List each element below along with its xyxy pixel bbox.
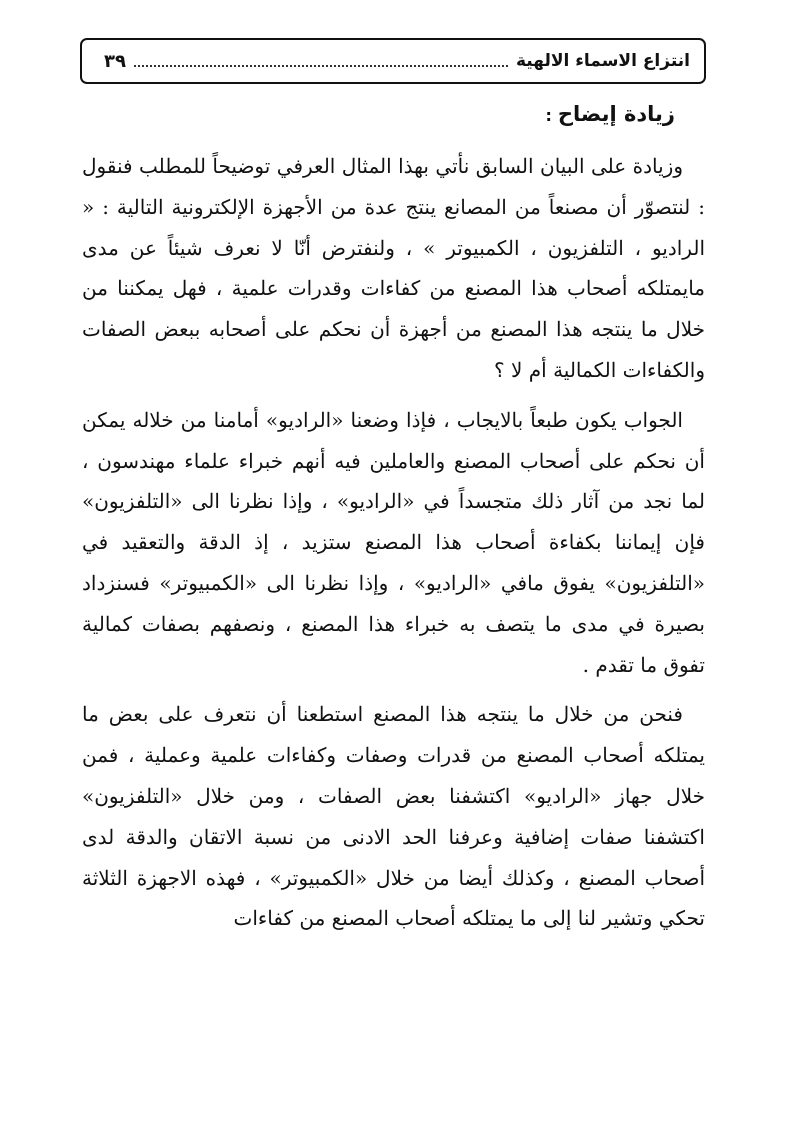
paragraph-3: فنحن من خلال ما ينتجه هذا المصنع استطعنا أن نتعرف على بعض ما يمتلكه أصحاب المصنع من قدرات وصفات وكفاءات علمية وعملية ، فمن خلال جهاز «الراديو» اكتشفنا بعض الصفات ، ومن خلال «التلفزيون» اكتشفنا صفات إضافية وعرفنا الحد الادنى من نسبة الاتقان والدقة لدى أصحاب المصنع ، وكذلك أيضا من خلال «الكمبيوتر» ، فهذه الاجهزة الثلاثة تحكي وتشير لنا إلى ما يمتلكه أصحاب المصنع من كفاءات <box>82 702 705 931</box>
paragraph-2: الجواب يكون طبعاً بالايجاب ، فإذا وضعنا «الراديو» أمامنا من خلاله يمكن أن نحكم على أصحاب المصنع والعاملين فيه أنهم خبراء علماء مهندسون ، لما نجد من آثار ذلك متجسداً في «الراديو» ، وإذا نظرنا الى «التلفزيون» فإن إيماننا بكفاءة أصحاب هذا المصنع ستزيد ، إذ الدقة والتعقيد في «التلفزيون» يفوق مافي «الراديو» ، وإذا نظرنا الى «الكمبيوتر» فسنزداد بصيرة في مدى ما يتصف به خبراء هذا المصنع ، ونصفهم بصفات كمالية تفوق ما تقدم . <box>82 407 705 677</box>
header-dot-leader <box>134 65 508 67</box>
header-title: انتزاع الاسماء الالهية <box>515 51 690 71</box>
paragraph-1: وزيادة على البيان السابق نأتي بهذا المثال العرفي توضيحاً للمطلب فنقول : لنتصوّر أن مصنعاً من المصانع ينتج عدة من الأجهزة الإلكترونية التالية : « الراديو ، التلفزيون ، الكمبيوتر » ، ولنفترض أنّا لا نعرف شيئاً عن مدى مايمتلكه أصحاب هذا المصنع من كفاءات وقدرات علمية ، فهل يمكننا من خلال ما ينتجه هذا المصنع من أجهزة أن نحكم على أصحابه ببعض الصفات والكفاءات الكمالية أم لا ؟ <box>82 154 705 382</box>
section-heading <box>545 102 675 126</box>
page-number: ٣٩ <box>104 50 126 72</box>
section-heading-text: زيادة إيضاح <box>557 102 675 126</box>
running-header <box>80 38 706 84</box>
body-text <box>82 146 705 939</box>
section-heading-colon: : <box>545 106 552 125</box>
